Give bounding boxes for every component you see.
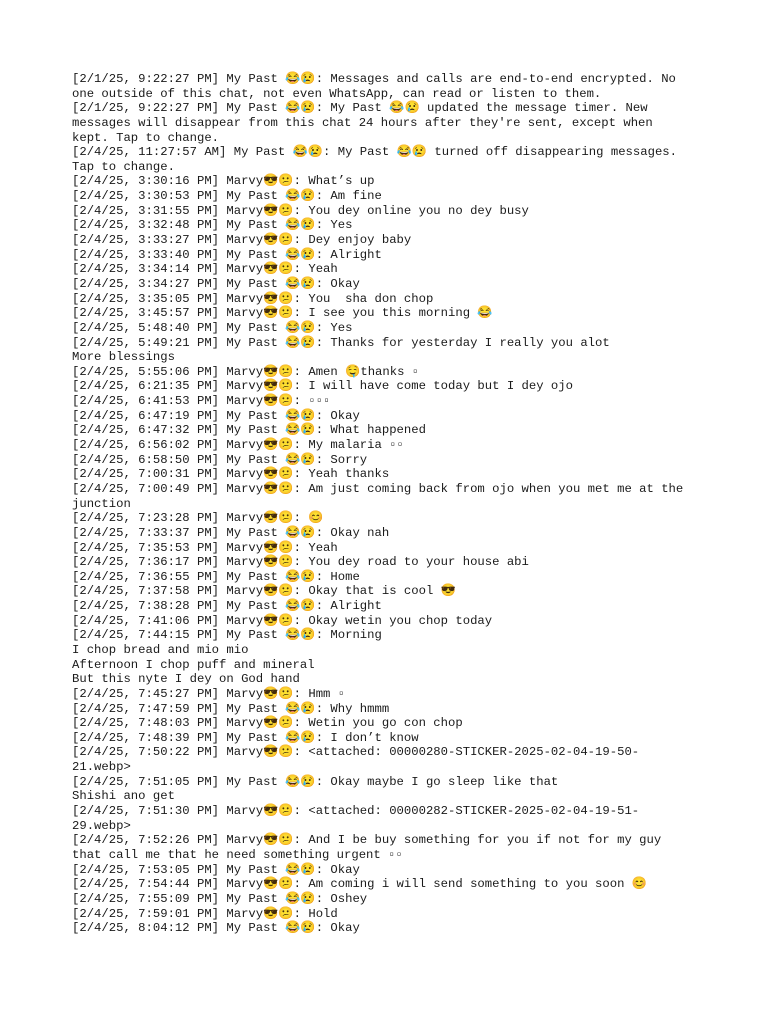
transcript-line: [2/4/25, 6:41:53 PM] Marvy😎😕: ▫▫▫: [72, 394, 331, 409]
transcript-line: [2/4/25, 7:23:28 PM] Marvy😎😕: 😊: [72, 511, 324, 526]
transcript-line: junction: [72, 496, 131, 511]
transcript-line: [2/4/25, 3:34:27 PM] My Past 😂😢: Okay: [72, 276, 360, 291]
transcript-line: one outside of this chat, not even WhatsApp, can read or listen to them.: [72, 86, 602, 101]
transcript-line: [2/4/25, 3:31:55 PM] Marvy😎😕: You dey online you no dey busy: [72, 203, 529, 218]
transcript-line: More blessings: [72, 350, 175, 365]
transcript-line: [2/4/25, 5:48:40 PM] My Past 😂😢: Yes: [72, 320, 353, 335]
transcript-line: [2/4/25, 7:48:03 PM] Marvy😎😕: Wetin you go con chop: [72, 716, 463, 731]
transcript-line: kept. Tap to change.: [72, 130, 220, 145]
transcript-line: [2/4/25, 6:56:02 PM] Marvy😎😕: My malaria ▫▫: [72, 438, 404, 453]
transcript-line: [2/4/25, 7:48:39 PM] My Past 😂😢: I don’t know: [72, 730, 419, 745]
transcript-line: [2/4/25, 7:35:53 PM] Marvy😎😕: Yeah: [72, 540, 338, 555]
transcript-line: [2/4/25, 7:59:01 PM] Marvy😎😕: Hold: [72, 906, 338, 921]
transcript-line: [2/4/25, 7:36:55 PM] My Past 😂😢: Home: [72, 569, 360, 584]
transcript-line: [2/4/25, 3:35:05 PM] Marvy😎😕: You sha don chop: [72, 291, 434, 306]
transcript-line: [2/4/25, 6:21:35 PM] Marvy😎😕: I will have come today but I dey ojo: [72, 379, 573, 394]
transcript-line: [2/4/25, 3:30:53 PM] My Past 😂😢: Am fine: [72, 189, 382, 204]
transcript-line: [2/4/25, 3:32:48 PM] My Past 😂😢: Yes: [72, 218, 353, 233]
transcript-line: [2/4/25, 8:04:12 PM] My Past 😂😢: Okay: [72, 921, 360, 936]
transcript-line: [2/4/25, 7:51:30 PM] Marvy😎😕: <attached: 00000282-STICKER-2025-02-04-19-51-: [72, 804, 640, 819]
transcript-line: [2/4/25, 7:51:05 PM] My Past 😂😢: Okay maybe I go sleep like that: [72, 774, 559, 789]
transcript-line: [2/4/25, 7:53:05 PM] My Past 😂😢: Okay: [72, 862, 360, 877]
chat-transcript-page: [72, 72, 712, 936]
transcript-line: [2/4/25, 6:47:32 PM] My Past 😂😢: What happened: [72, 423, 426, 438]
transcript-line: [2/4/25, 5:55:06 PM] Marvy😎😕: Amen 🤤thanks ▫: [72, 364, 420, 379]
transcript-line: [2/4/25, 7:55:09 PM] My Past 😂😢: Oshey: [72, 891, 368, 906]
transcript-line: [2/4/25, 7:37:58 PM] Marvy😎😕: Okay that is cool 😎: [72, 584, 456, 599]
transcript-line: [2/1/25, 9:22:27 PM] My Past 😂😢: My Past 😂😢 updated the message timer. New: [72, 101, 648, 116]
transcript-line: 29.webp>: [72, 818, 131, 833]
transcript-line: [2/4/25, 7:52:26 PM] Marvy😎😕: And I be buy something for you if not for my guy: [72, 833, 662, 848]
transcript-line: [2/4/25, 3:30:16 PM] Marvy😎😕: What’s up: [72, 174, 375, 189]
transcript-line: that call me that he need something urgent ▫▫: [72, 847, 403, 862]
transcript-line: [2/4/25, 7:47:59 PM] My Past 😂😢: Why hmmm: [72, 701, 390, 716]
transcript-line: 21.webp>: [72, 760, 131, 775]
transcript-line: [2/4/25, 7:50:22 PM] Marvy😎😕: <attached: 00000280-STICKER-2025-02-04-19-50-: [72, 745, 640, 760]
transcript-line: Afternoon I chop puff and mineral: [72, 657, 315, 672]
transcript-line: [2/1/25, 9:22:27 PM] My Past 😂😢: Messages and calls are end-to-end encrypted. No: [72, 72, 676, 86]
transcript-line: [2/4/25, 7:00:31 PM] Marvy😎😕: Yeah thanks: [72, 467, 390, 482]
transcript-line: [2/4/25, 7:00:49 PM] Marvy😎😕: Am just coming back from ojo when you met me at the: [72, 481, 684, 496]
transcript-line: [2/4/25, 7:38:28 PM] My Past 😂😢: Alright: [72, 599, 382, 614]
transcript-line: [2/4/25, 7:45:27 PM] Marvy😎😕: Hmm ▫: [72, 686, 346, 701]
transcript-line: [2/4/25, 7:44:15 PM] My Past 😂😢: Morning: [72, 628, 382, 643]
transcript-line: But this nyte I dey on God hand: [72, 672, 300, 687]
transcript-line: [2/4/25, 3:33:27 PM] Marvy😎😕: Dey enjoy baby: [72, 233, 412, 248]
transcript-line: [2/4/25, 7:41:06 PM] Marvy😎😕: Okay wetin you chop today: [72, 613, 493, 628]
transcript-line: [2/4/25, 6:58:50 PM] My Past 😂😢: Sorry: [72, 452, 368, 467]
transcript-line: I chop bread and mio mio: [72, 642, 249, 657]
transcript-line: Shishi ano get: [72, 789, 175, 804]
transcript-line: [2/4/25, 3:33:40 PM] My Past 😂😢: Alright: [72, 247, 382, 262]
transcript-line: [2/4/25, 5:49:21 PM] My Past 😂😢: Thanks for yesterday I really you alot: [72, 335, 610, 350]
transcript-line: [2/4/25, 11:27:57 AM] My Past 😂😢: My Past 😂😢 turned off disappearing messages.: [72, 145, 677, 160]
transcript-line: [2/4/25, 3:34:14 PM] Marvy😎😕: Yeah: [72, 262, 338, 277]
transcript-line: [2/4/25, 7:54:44 PM] Marvy😎😕: Am coming i will send something to you soon 😊: [72, 877, 648, 892]
transcript-line: Tap to change.: [72, 159, 175, 174]
transcript-line: [2/4/25, 6:47:19 PM] My Past 😂😢: Okay: [72, 408, 360, 423]
transcript-line: messages will disappear from this chat 24 hours after they're sent, except when: [72, 115, 653, 130]
transcript-line: [2/4/25, 7:36:17 PM] Marvy😎😕: You dey road to your house abi: [72, 555, 529, 570]
transcript-line: [2/4/25, 3:45:57 PM] Marvy😎😕: I see you this morning 😂: [72, 306, 493, 321]
transcript-line: [2/4/25, 7:33:37 PM] My Past 😂😢: Okay nah: [72, 525, 390, 540]
